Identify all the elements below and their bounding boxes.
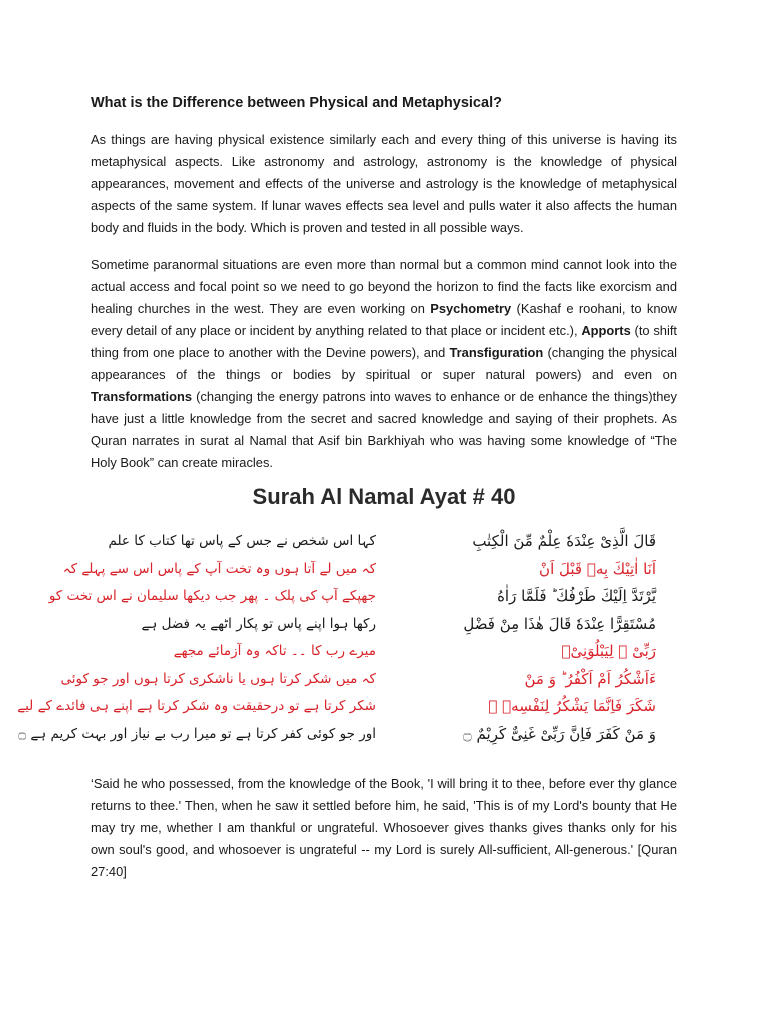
arabic-line xyxy=(401,693,656,721)
paragraph-text: (changing the energy patrons into waves to enhance or de enhance the things)they have just a little knowledge from the secret and sacred knowledge and saying of their prophets. As Quran narrates in surat al Namal that Asif bin Barkhiyah who was having some knowledge of “The Holy Book” can create miracles. xyxy=(91,389,677,470)
arabic-red-text: اَنَا اٰتِیْكَ بِهٖ قَبْلَ اَنْ xyxy=(539,559,656,578)
term-transfiguration: Transfiguration xyxy=(449,345,544,360)
term-apports: Apports xyxy=(581,323,631,338)
paragraph-intro: As things are having physical existence similarly each and every thing of this universe is having its metaphysical aspects. Like astronomy and astrology, astronomy is the knowledge of physical appearances, movement and effects of the universe and astrology is the knowledge of metaphysical aspects of the same system. If lunar waves effects sea level and pulls water it also affects the human body and fluids in the body. Which is proven and tested in all possible ways. xyxy=(91,132,677,235)
urdu-red-text: میرے رب کا ۔۔ تاکہ وہ آزمائے مجھے xyxy=(173,643,376,659)
arabic-line xyxy=(401,638,656,666)
arabic-line xyxy=(401,611,656,639)
urdu-line xyxy=(18,721,376,749)
urdu-black-text: رکھا ہوا اپنے پاس تو پکار اٹھے یہ فضل ہے xyxy=(141,615,376,632)
paragraph-text: (Kashaf e roohani, to know every detail of any place or incident by anything related to that place or incident etc.), xyxy=(91,301,677,338)
paragraph-text: (changing the physical appearances of the things or bodies by spiritual or super natural powers) and even on xyxy=(91,345,677,382)
arabic-red-text: ءَاَشْكُرُ اَمْ اَكْفُرُ ؕ وَ مَنْ xyxy=(524,669,656,688)
urdu-red-text: کہ میں شکر کرتا ہوں یا ناشکری کرتا ہوں اور جو کوئی xyxy=(60,670,376,687)
arabic-line xyxy=(401,556,656,584)
paragraph-text: (to shift thing from one place to another with the Devine powers), and xyxy=(91,323,677,360)
paragraph-text: Sometime paranormal situations are even more than normal but a common mind cannot look into the actual access and focal point so we need to go beyond the horizon to find the facts like exorcism and healing churches in the west. They are even working on xyxy=(91,257,677,316)
arabic-black-text: قَالَ الَّذِیْ عِنْدَهٗ عِلْمٌ مِّنَ الْكِتٰبِ xyxy=(472,532,656,550)
paragraph-paranormal xyxy=(91,254,677,474)
arabic-black-text: وَ مَنْ كَفَرَ فَاِنَّ رَبِّیْ غَنِیٌّ كَرِیْمٌ ۝ xyxy=(462,724,656,743)
arabic-verse xyxy=(401,528,656,748)
arabic-line xyxy=(401,666,656,694)
arabic-red-text: شَكَرَ فَاِنَّمَا یَشْكُرُ لِنَفْسِهٖ ۚ xyxy=(488,697,656,715)
urdu-line xyxy=(121,611,376,639)
urdu-line xyxy=(62,556,376,584)
urdu-line xyxy=(17,693,376,721)
urdu-line xyxy=(108,528,376,556)
urdu-line xyxy=(121,638,376,666)
arabic-line xyxy=(401,721,656,749)
arabic-black-text: یَّرْتَدَّ اِلَیْكَ طَرْفُكَ ؕ فَلَمَّا رَاٰهُ xyxy=(497,587,656,605)
urdu-line xyxy=(48,583,376,611)
document-heading: What is the Difference between Physical and Metaphysical? xyxy=(91,95,502,111)
arabic-black-text: مُسْتَقِرًّا عِنْدَهٗ قَالَ هٰذَا مِنْ فَضْلِ xyxy=(463,614,656,633)
term-transformations: Transformations xyxy=(91,389,192,404)
urdu-translation xyxy=(17,528,376,748)
arabic-line xyxy=(401,583,656,611)
term-psychometry: Psychometry xyxy=(430,301,512,316)
paragraph-translation: ‘Said he who possessed, from the knowledge of the Book, 'I will bring it to thee, before ever thy glance returns to thee.' Then, when he saw it settled before him, he said, 'This is of my Lord's bounty that He may try me, whether I am thankful or ungrateful. Whosoever gives thanks gives thanks only for his own soul's good, and whosoever is ungrateful -- my Lord is surely All-sufficient, All-generous.' [Quran 27:40] xyxy=(91,776,677,879)
arabic-line xyxy=(401,528,656,556)
urdu-red-text: شکر کرتا ہے تو درحقیقت وہ شکر کرتا ہے اپنے ہی فائدے کے لیے xyxy=(17,698,376,714)
urdu-black-text: کہا اس شخص نے جس کے پاس تھا کتاب کا علم xyxy=(108,533,376,549)
surah-title: Surah Al Namal Ayat # 40 xyxy=(252,484,516,509)
urdu-line xyxy=(60,666,376,694)
urdu-black-text: اور جو کوئی کفر کرتا ہے تو میرا رب بے نیاز اور بہت کریم ہے ۝ xyxy=(18,725,376,742)
verse-image xyxy=(17,528,661,758)
urdu-red-text: جھپکے آپ کی پلک ۔ پھر جب دیکھا سلیمان نے اس تخت کو xyxy=(48,588,376,604)
arabic-red-text: رَبِّیْ ۫ لِیَبْلُوَنِیْۤ xyxy=(561,642,656,660)
urdu-red-text: کہ میں لے آتا ہوں وہ تخت آپ کے پاس اس سے پہلے کہ xyxy=(62,560,376,577)
